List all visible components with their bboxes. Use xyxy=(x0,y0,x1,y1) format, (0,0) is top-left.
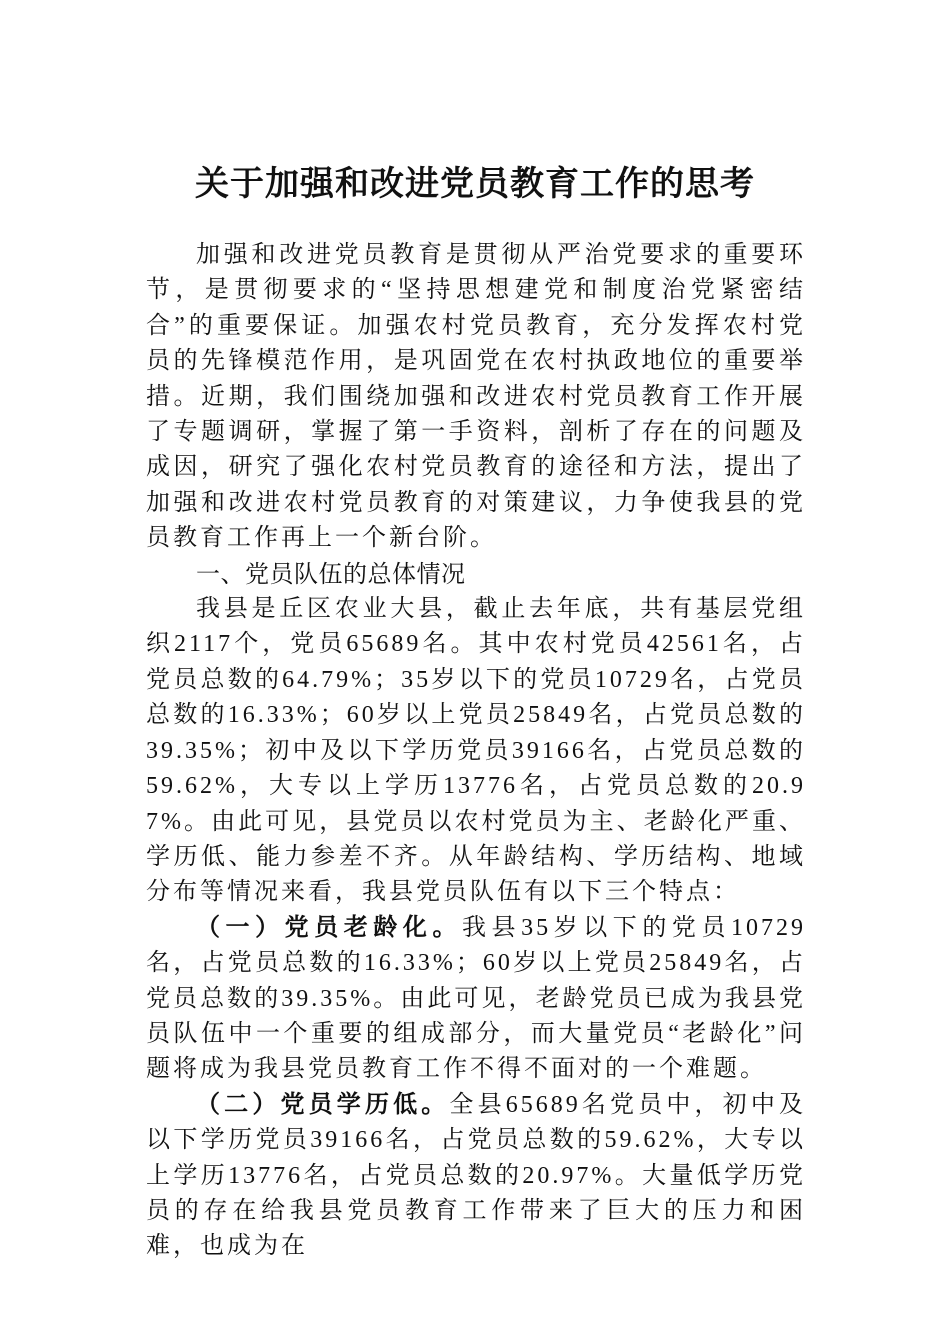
point-paragraph-aging xyxy=(146,911,806,1088)
section-heading: 一、党员队伍的总体情况 xyxy=(196,559,466,588)
point-paragraph-education xyxy=(146,1088,806,1265)
intro-paragraph: 加强和改进党员教育是贯彻从严治党要求的重要环节，是贯彻要求的“坚持思想建党和制度治党紧密结合”的重要保证。加强农村党员教育，充分发挥农村党员的先锋模范作用，是巩固党在农村执政地位的重要举措。近期，我们围绕加强和改进农村党员教育工作开展了专题调研，掌握了第一手资料，剖析了存在的问题及成因，研究了强化农村党员教育的途径和方法，提出了加强和改进农村党员教育的对策建议，力争使我县的党员教育工作再上一个新台阶。 xyxy=(146,242,806,552)
document-title: 关于加强和改进党员教育工作的思考 xyxy=(195,166,755,203)
point-lead-education: （二）党员学历低。 xyxy=(196,1091,450,1118)
document-body xyxy=(146,238,806,1265)
point-text-aging: 我县35岁以下的党员10729名，占党员总数的16.33%；60岁以上党员25849名，占党员总数的39.35%。由此可见，老龄党员已成为我县党员队伍中一个重要的组成部分，而大量党员“老龄化”问题将成为我县党员教育工作不得不面对的一个难题。 xyxy=(146,914,806,1083)
overview-paragraph: 我县是丘区农业大县，截止去年底，共有基层党组织2117个，党员65689名。其中农村党员42561名，占党员总数的64.79%；35岁以下的党员10729名，占党员总数的16.33%；60岁以上党员25849名，占党员总数的39.35%；初中及以下学历党员39166名，占党员总数的59.62%，大专以上学历13776名，占党员总数的20.97%。由此可见，县党员以农村党员为主、老龄化严重、学历低、能力参差不齐。从年龄结构、学历结构、地域分布等情况来看，我县党员队伍有以下三个特点： xyxy=(146,596,806,906)
point-lead-aging: （一）党员老龄化。 xyxy=(196,914,462,941)
point-text-education: 全县65689名党员中，初中及以下学历党员39166名，占党员总数的59.62%，大专以上学历13776名，占党员总数的20.97%。大量低学历党员的存在给我县党员教育工作带来了巨大的压力和困难，也成为在 xyxy=(146,1091,807,1260)
